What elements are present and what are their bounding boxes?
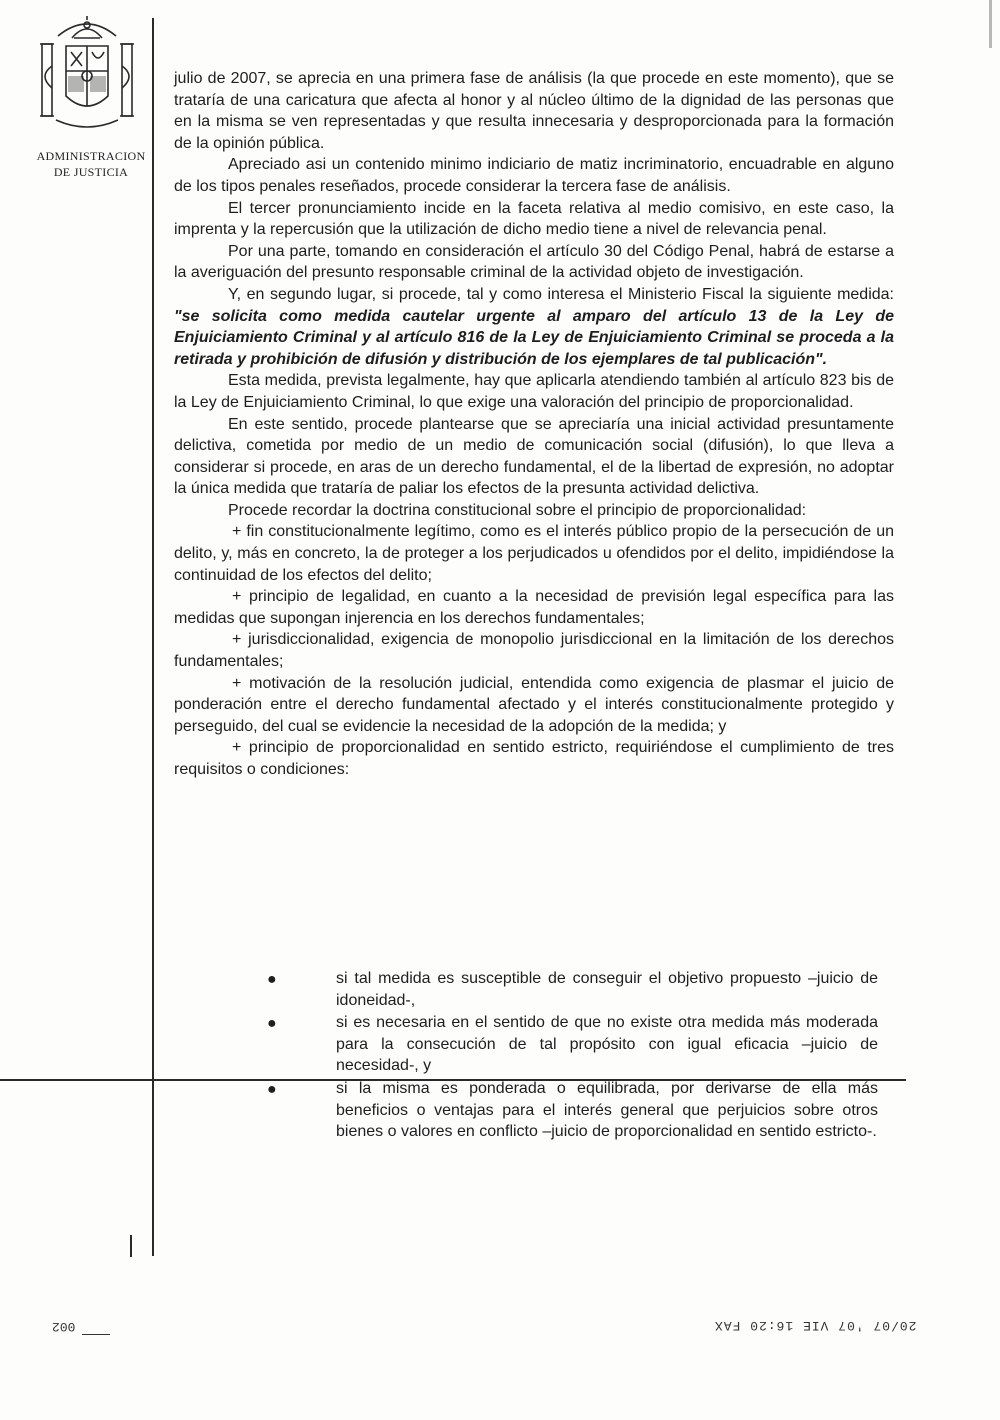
principle-item: + fin constitucionalmente legítimo, como es el interés público propio de la persecución de un delito, y, más en concreto, la de proteger a los perjudicados u ofendidos por el delito, impidiéndose la continuidad de los efectos del delito; [174, 523, 894, 584]
edge-mark [989, 0, 992, 48]
paragraph [174, 284, 894, 370]
bullet-icon: ● [267, 1080, 277, 1098]
document-body [174, 68, 894, 781]
bullet-icon: ● [267, 971, 277, 988]
paragraph: Procede recordar la doctrina constitucional sobre el principio de proporcionalidad: [228, 501, 807, 519]
paragraph: Apreciado asi un contenido minimo indiciario de matiz incriminatorio, encuadrable en alguno de los tipos penales reseñados, procede considerar la tercera fase de análisis. [174, 156, 894, 195]
admin-line-1: ADMINISTRACION [36, 149, 146, 163]
condition-item [258, 1012, 878, 1077]
condition-text: si es necesaria en el sentido de que no existe otra medida más moderada para la consecución de tal propósito con igual eficacia –juicio de necesidad-, y [336, 1014, 878, 1075]
administration-label [30, 148, 152, 180]
quoted-measure: "se solicita como medida cautelar urgente al amparo del artículo 13 de la Ley de Enjuiciamiento Criminal y al artículo 816 de la Ley de Enjuiciamiento Criminal se proceda a la retirada y prohibición de difusión y distribución de los ejemplares de tal publicación". [174, 307, 894, 368]
paragraph: El tercer pronunciamiento incide en la faceta relativa al medio comisivo, en este caso, la imprenta y la repercusión que la utilización de dicho medio tiene a nivel de relevancia penal. [174, 199, 894, 239]
condition-text: si tal medida es susceptible de conseguir el objetivo propuesto –juicio de idoneidad-, [336, 970, 878, 1009]
stamp-underline [82, 1334, 110, 1335]
principle-item: + principio de legalidad, en cuanto a la necesidad de previsión legal específica para las medidas que supongan injerencia en los derechos fundamentales; [174, 588, 894, 627]
margin-rule-lower [130, 1235, 132, 1257]
fax-header: 20/07 '07 VIE 16:20 FAX [714, 1318, 917, 1333]
principle-item: + jurisdiccionalidad, exigencia de monopolio jurisdiccional en la limitación de los derechos fundamentales; [174, 631, 894, 671]
condition-text: si la misma es ponderada o equilibrada, por derivarse de ella más beneficios o ventajas para el interés general que perjuicios sobre otros bienes o valores en conflicto –juicio de proporcionalidad en sentido estricto-. [336, 1079, 878, 1141]
admin-line-2: DE JUSTICIA [53, 165, 129, 179]
principle-item: + motivación de la resolución judicial, entendida como exigencia de plasmar el juicio de ponderación entre el derecho fundamental afectado y el interés constitucionalmente protegido y perseguido, del cual se evidencie la necesidad de la adopción de la medida; y [174, 674, 894, 735]
coat-of-arms-icon [28, 16, 146, 146]
page-stamp: 002 [52, 1319, 76, 1334]
paragraph-lead: Y, en segundo lugar, si procede, tal y como interesa el Ministerio Fiscal la siguiente medida: [228, 285, 894, 303]
paragraph: julio de 2007, se aprecia en una primera fase de análisis (la que procede en este momento), que se trataría de una caricatura que afecta al honor y al núcleo último de la dignidad de las personas que en la misma se ven representadas y que resulta innecesaria y desproporcionada para la formación de la opinión pública. [174, 70, 894, 152]
bullet-icon: ● [267, 1015, 277, 1033]
paragraph: En este sentido, procede plantearse que se apreciaría una inicial actividad presuntamente delictiva, cometida por medio de un medio de comunicación social (difusión), lo que lleva a considerar si procede, en aras de un derecho fundamental, el de la libertad de expresión, no adoptar la única medida que trataría de paliar los efectos de la presunta actividad delictiva. [174, 415, 894, 498]
condition-item [258, 968, 878, 1011]
conditions-list [258, 968, 878, 1144]
paragraph: Por una parte, tomando en consideración el artículo 30 del Código Penal, habrá de estarse a la averiguación del presunto responsable criminal de la actividad objeto de investigación. [174, 242, 894, 282]
paragraph: Esta medida, prevista legalmente, hay que aplicarla atendiendo también al artículo 823 bis de la Ley de Enjuiciamiento Criminal, lo que exige una valoración del principio de proporcionalidad. [174, 372, 894, 411]
principle-item: + principio de proporcionalidad en sentido estricto, requiriéndose el cumplimiento de tres requisitos o condiciones: [174, 739, 894, 778]
margin-rule [152, 18, 154, 1256]
condition-item [258, 1078, 878, 1143]
